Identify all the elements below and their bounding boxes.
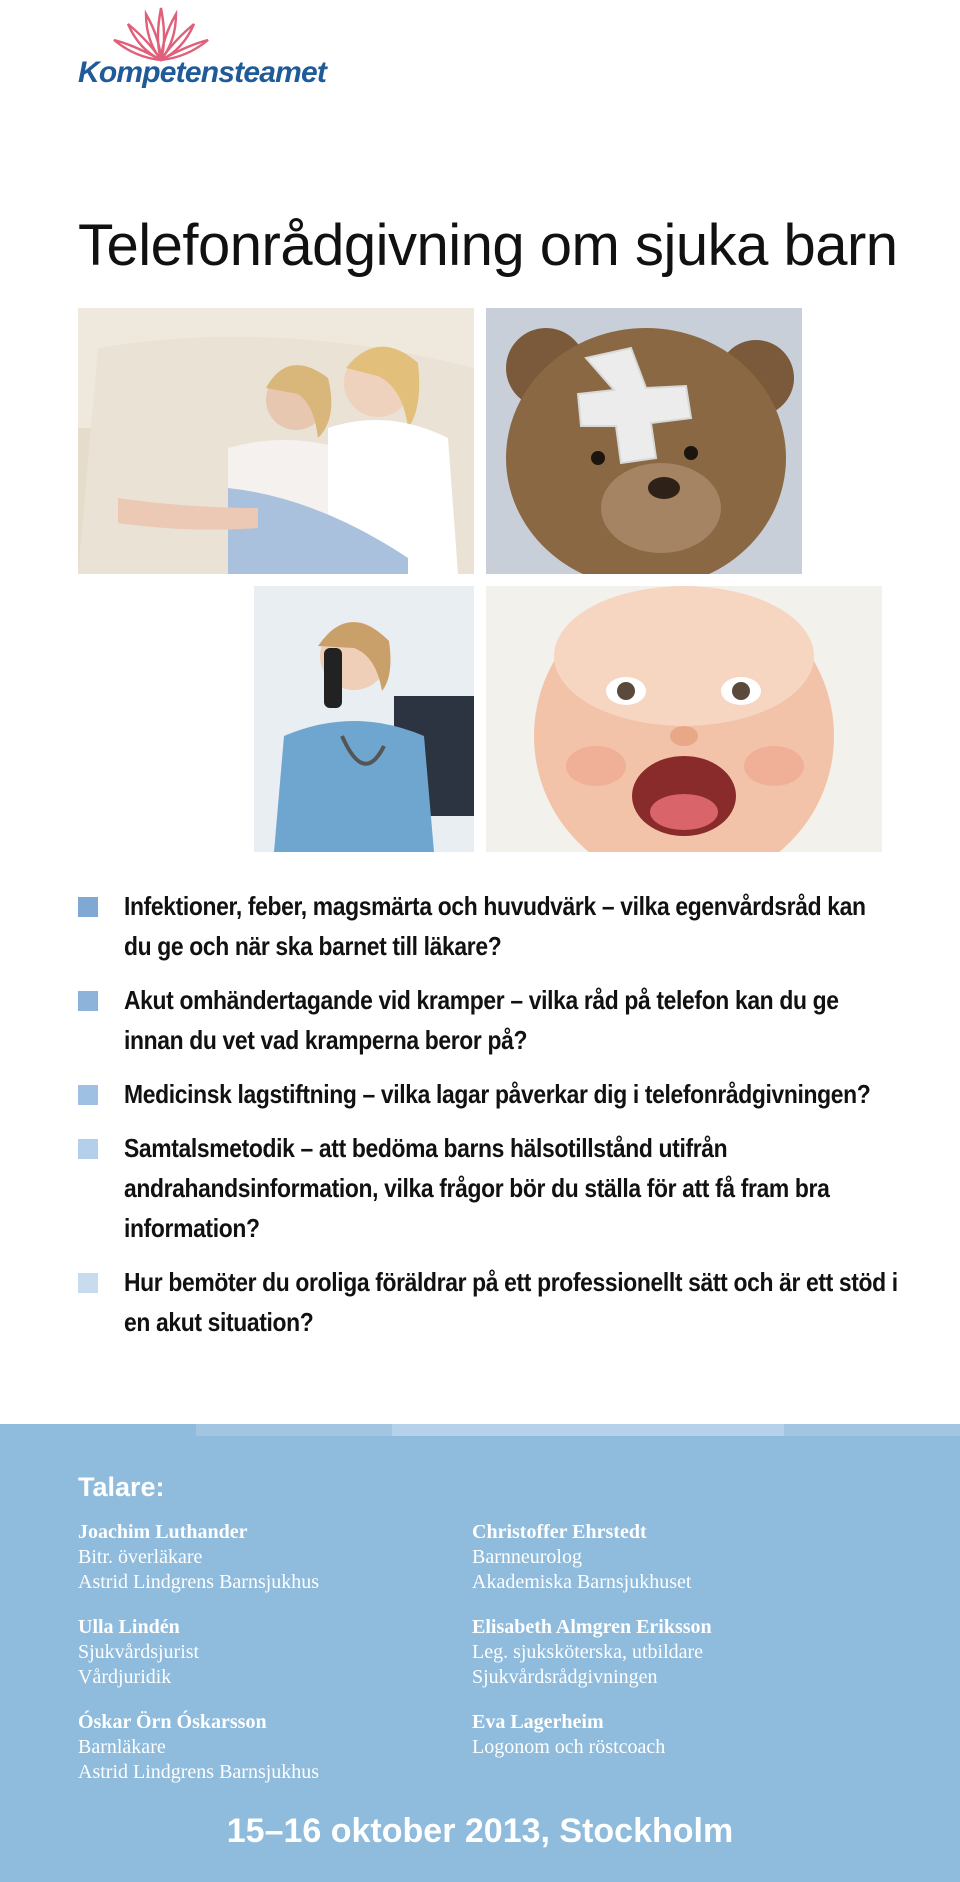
- topic-text: Samtalsmetodik – att bedöma barns hälsotillstånd utifrån andrahandsinformation, vilka frågor bör du ställa för att få fram bra information?: [124, 1133, 830, 1243]
- mother-child-phone-photo: [78, 308, 474, 574]
- brand-logo: [78, 6, 338, 94]
- speaker-role: Sjukvårdsjurist: [78, 1641, 200, 1663]
- topic-text: Medicinsk lagstiftning – vilka lagar påverkar dig i telefonrådgivningen?: [124, 1079, 871, 1109]
- bullet-square-icon: [78, 1085, 98, 1105]
- speaker-name: Ulla Lindén: [78, 1616, 180, 1638]
- event-date-location: 15–16 oktober 2013, Stockholm: [226, 1812, 734, 1850]
- speaker-name: Eva Lagerheim: [472, 1711, 604, 1733]
- decorative-strip: [392, 1424, 784, 1436]
- list-item: [78, 1074, 898, 1114]
- nurse-on-phone-photo: [254, 586, 474, 852]
- speaker-org: Astrid Lindgrens Barnsjukhus: [78, 1761, 320, 1783]
- list-item: [78, 1128, 898, 1248]
- speaker-card: [78, 1615, 458, 1690]
- speaker-name: Elisabeth Almgren Eriksson: [472, 1616, 712, 1638]
- speaker-role: Leg. sjuksköterska, utbildare: [472, 1641, 704, 1663]
- speaker-org: Sjukvårdsrådgivningen: [472, 1666, 658, 1688]
- bullet-square-icon: [78, 991, 98, 1011]
- brand-name: Kompetensteamet: [78, 56, 327, 89]
- speaker-org: Akademiska Barnsjukhuset: [472, 1571, 692, 1593]
- speaker-role: Bitr. överläkare: [78, 1546, 203, 1568]
- speaker-card: [78, 1520, 458, 1595]
- speaker-org: Astrid Lindgrens Barnsjukhus: [78, 1571, 320, 1593]
- speaker-card: [472, 1520, 852, 1595]
- list-item: [78, 1262, 898, 1342]
- speakers-heading: Talare:: [78, 1472, 165, 1502]
- speaker-card: [472, 1710, 852, 1760]
- list-item: [78, 980, 898, 1060]
- lotus-icon: [106, 6, 216, 62]
- topic-text: Infektioner, feber, magsmärta och huvudvärk – vilka egenvårdsråd kan du ge och när ska barnet till läkare?: [124, 891, 866, 961]
- speaker-org: Vårdjuridik: [78, 1666, 172, 1688]
- bullet-square-icon: [78, 1139, 98, 1159]
- speaker-role: Logonom och röstcoach: [472, 1736, 666, 1758]
- page-title: Telefonrådgivning om sjuka barn: [78, 213, 898, 278]
- speaker-name: Óskar Örn Óskarsson: [78, 1711, 267, 1733]
- bullet-square-icon: [78, 1273, 98, 1293]
- topic-text: Akut omhändertagande vid kramper – vilka råd på telefon kan du ge innan du vet vad kramperna beror på?: [124, 985, 839, 1055]
- speaker-card: [78, 1710, 458, 1785]
- bandaged-teddy-bear-photo: [486, 308, 802, 574]
- list-item: [78, 886, 898, 966]
- speaker-role: Barnläkare: [78, 1736, 166, 1758]
- topic-text: Hur bemöter du oroliga föräldrar på ett professionellt sätt och är ett stöd i en akut situation?: [124, 1267, 898, 1337]
- speaker-name: Christoffer Ehrstedt: [472, 1521, 647, 1543]
- speaker-role: Barnneurolog: [472, 1546, 582, 1568]
- decorative-strip: [784, 1424, 960, 1436]
- speaker-name: Joachim Luthander: [78, 1521, 248, 1543]
- bullet-square-icon: [78, 897, 98, 917]
- crying-baby-photo: [486, 586, 882, 852]
- topic-list: [78, 886, 898, 1356]
- decorative-strip: [196, 1424, 392, 1436]
- speaker-card: [472, 1615, 852, 1690]
